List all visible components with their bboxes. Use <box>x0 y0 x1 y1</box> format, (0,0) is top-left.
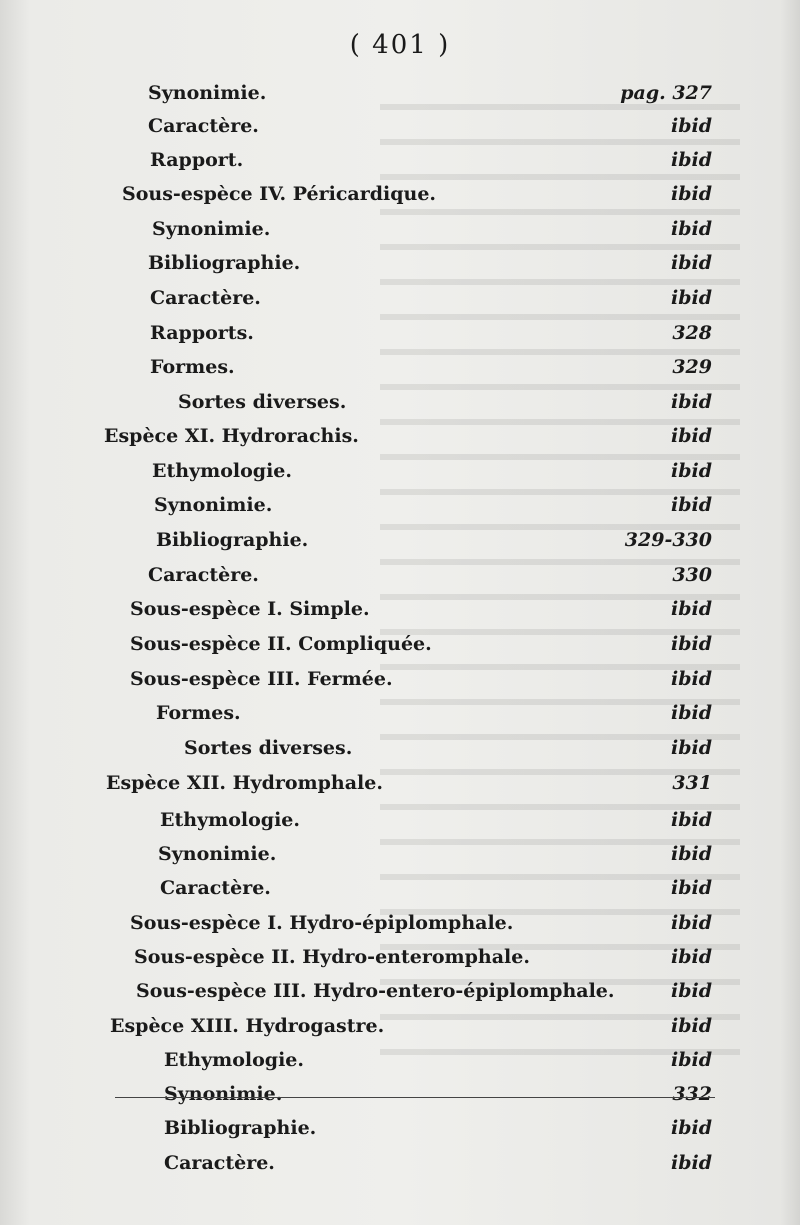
entry-page-ref: ibid <box>670 460 712 482</box>
entry-label: Ethymologie. <box>160 809 300 831</box>
index-entry <box>0 419 800 453</box>
index-entry <box>0 1111 800 1145</box>
index-entry <box>0 281 800 315</box>
entry-label: Rapports. <box>150 322 254 344</box>
entry-page-ref: ibid <box>670 702 712 724</box>
entry-label: Formes. <box>150 356 235 378</box>
entry-label: Sortes diverses. <box>184 737 353 759</box>
entry-page-ref: 328 <box>672 322 712 344</box>
entry-label: Sous-espèce III. Fermée. <box>130 668 393 690</box>
index-entry <box>0 212 800 246</box>
entry-label: Caractère. <box>150 287 261 309</box>
entry-label: Sous-espèce I. Hydro-épiplomphale. <box>130 912 514 934</box>
index-entry <box>0 350 800 384</box>
entry-page-ref: ibid <box>670 287 712 309</box>
entry-page-ref: ibid <box>670 1152 712 1174</box>
entry-page-ref: 332 <box>672 1083 712 1105</box>
index-entry <box>0 488 800 522</box>
entry-label: Synonimie. <box>152 218 271 240</box>
entry-label: Bibliographie. <box>156 529 309 551</box>
entry-label: Sous-espèce II. Compliquée. <box>130 633 432 655</box>
entry-page-ref: 329-330 <box>624 529 712 551</box>
entry-label: Ethymologie. <box>152 460 292 482</box>
index-entry <box>0 803 800 837</box>
entry-label: Espèce XII. Hydromphale. <box>106 772 383 794</box>
index-entry <box>0 837 800 871</box>
entry-page-ref: ibid <box>670 737 712 759</box>
index-entry <box>0 1009 800 1043</box>
entry-label: Caractère. <box>148 564 259 586</box>
entry-page-ref: ibid <box>670 843 712 865</box>
index-entry <box>0 385 800 419</box>
entry-page-ref: pag. 327 <box>620 82 712 104</box>
entry-page-ref: ibid <box>670 149 712 171</box>
index-entry <box>0 454 800 488</box>
page-number: ( 401 ) <box>349 30 451 60</box>
entry-label: Caractère. <box>148 115 259 137</box>
entry-page-ref: 329 <box>672 356 712 378</box>
entry-page-ref: ibid <box>670 946 712 968</box>
entry-page-ref: ibid <box>670 633 712 655</box>
index-entry <box>0 1077 800 1111</box>
index-entry <box>0 940 800 974</box>
index-entry <box>0 871 800 905</box>
index-entry <box>0 1043 800 1077</box>
entry-page-ref: ibid <box>670 218 712 240</box>
entry-label: Sous-espèce I. Simple. <box>130 598 370 620</box>
index-entry <box>0 558 800 592</box>
index-entry <box>0 523 800 557</box>
entry-label: Caractère. <box>164 1152 275 1174</box>
index-entry <box>0 662 800 696</box>
entry-page-ref: ibid <box>670 1117 712 1139</box>
entry-page-ref: ibid <box>670 115 712 137</box>
entry-label: Caractère. <box>160 877 271 899</box>
entry-label: Sous-espèce IV. Péricardique. <box>122 183 437 205</box>
entry-label: Espèce XI. Hydrorachis. <box>104 425 359 447</box>
entry-page-ref: ibid <box>670 183 712 205</box>
entry-page-ref: ibid <box>670 598 712 620</box>
entry-page-ref: ibid <box>670 877 712 899</box>
index-entry <box>0 143 800 177</box>
index-entry <box>0 246 800 280</box>
entry-label: Ethymologie. <box>164 1049 304 1071</box>
entry-label: Rapport. <box>150 149 244 171</box>
index-entry <box>0 906 800 940</box>
entry-page-ref: ibid <box>670 809 712 831</box>
entry-page-ref: 331 <box>672 772 712 794</box>
entry-page-ref: ibid <box>670 980 712 1002</box>
entry-label: Synonimie. <box>164 1083 283 1105</box>
entry-label: Formes. <box>156 702 241 724</box>
entry-page-ref: ibid <box>670 1049 712 1071</box>
index-entry <box>0 1146 800 1180</box>
entry-label: Synonimie. <box>158 843 277 865</box>
entry-page-ref: ibid <box>670 912 712 934</box>
entry-page-ref: ibid <box>670 425 712 447</box>
index-entry <box>0 627 800 661</box>
entry-page-ref: ibid <box>670 668 712 690</box>
index-entry <box>0 76 800 110</box>
entry-page-ref: 330 <box>672 564 712 586</box>
entry-label: Bibliographie. <box>148 252 301 274</box>
entry-label: Synonimie. <box>154 494 273 516</box>
index-entry <box>0 731 800 765</box>
index-entry <box>0 592 800 626</box>
entry-label: Sous-espèce II. Hydro-enteromphale. <box>134 946 530 968</box>
entry-page-ref: ibid <box>670 391 712 413</box>
index-entry <box>0 316 800 350</box>
index-entry <box>0 177 800 211</box>
entry-page-ref: ibid <box>670 494 712 516</box>
entry-label: Espèce XIII. Hydrogastre. <box>110 1015 385 1037</box>
index-entry <box>0 696 800 730</box>
index-entry <box>0 109 800 143</box>
entry-page-ref: ibid <box>670 252 712 274</box>
entry-page-ref: ibid <box>670 1015 712 1037</box>
index-entry <box>0 974 800 1008</box>
index-entry <box>0 766 800 800</box>
entry-label: Bibliographie. <box>164 1117 317 1139</box>
entry-label: Synonimie. <box>148 82 267 104</box>
entry-label: Sous-espèce III. Hydro-entero-épiplomphale. <box>136 980 615 1002</box>
footnote-rule <box>115 1097 715 1098</box>
entry-label: Sortes diverses. <box>178 391 347 413</box>
